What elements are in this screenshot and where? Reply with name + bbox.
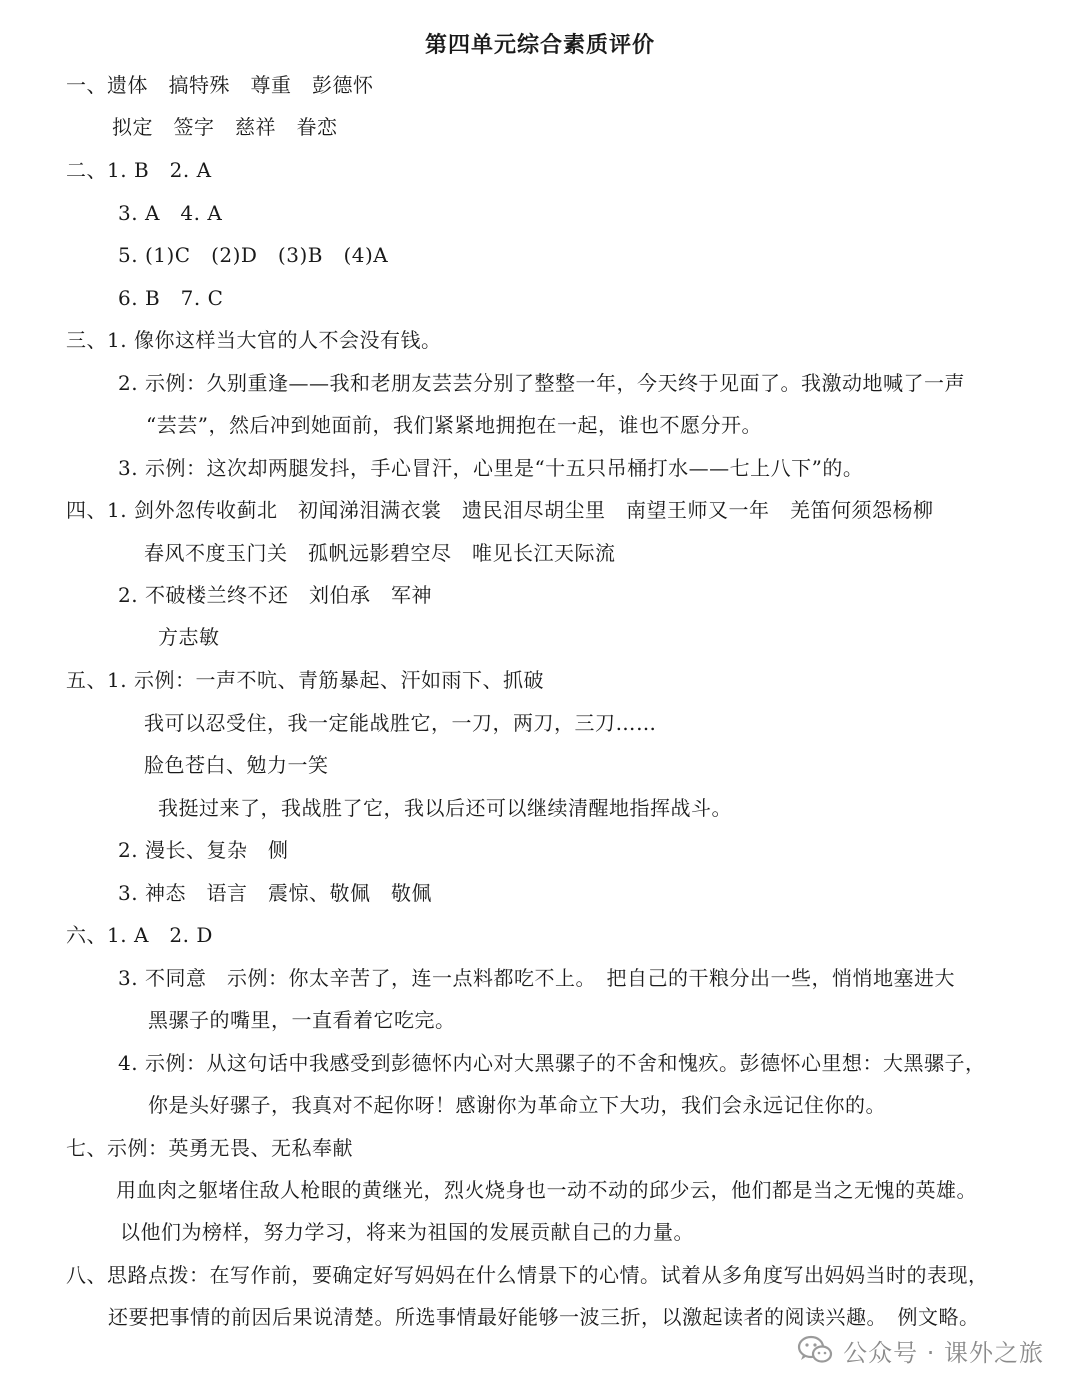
answer-line-24: 4. 示例：从这句话中我感受到彭德怀内心对大黑骡子的不舍和愧疚。彭德怀心里想：大黑骡子， [118, 1051, 986, 1075]
answer-line-2: 拟定 签字 慈祥 眷恋 [112, 115, 338, 139]
answer-line-7: 三、1. 像你这样当大官的人不会没有钱。 [66, 328, 442, 352]
answer-line-21: 六、1. A 2. D [66, 923, 213, 947]
answer-line-5: 5. (1)C (2)D (3)B (4)A [118, 243, 389, 267]
answer-line-4: 3. A 4. A [118, 201, 223, 225]
answer-line-30: 还要把事情的前因后果说清楚。所选事情最好能够一波三折，以激起读者的阅读兴趣。 例文略。 [108, 1305, 980, 1329]
answer-line-3: 二、1. B 2. A [66, 158, 212, 182]
watermark [797, 1330, 1044, 1370]
answer-line-26: 七、示例：英勇无畏、无私奉献 [66, 1136, 353, 1160]
answer-line-18: 我挺过来了，我战胜了它，我以后还可以继续清醒地指挥战斗。 [158, 796, 732, 820]
answer-line-19: 2. 漫长、复杂 侧 [118, 838, 289, 862]
answer-line-6: 6. B 7. C [118, 286, 224, 310]
answer-line-25: 你是头好骡子，我真对不起你呀！感谢你为革命立下大功，我们会永远记住你的。 [148, 1093, 886, 1117]
answer-line-17: 脸色苍白、勉力一笑 [144, 753, 329, 777]
answer-line-29: 八、思路点拨：在写作前，要确定好写妈妈在什么情景下的心情。试着从多角度写出妈妈当时的表现， [66, 1263, 989, 1287]
answer-line-12: 春风不度玉门关 孤帆远影碧空尽 唯见长江天际流 [144, 541, 616, 565]
page-title: 第四单元综合素质评价 [424, 33, 655, 58]
answer-line-9: “芸芸”，然后冲到她面前，我们紧紧地拥抱在一起，谁也不愿分开。 [146, 413, 762, 437]
answer-line-23: 黑骡子的嘴里，一直看着它吃完。 [148, 1008, 456, 1032]
answer-line-8: 2. 示例：久别重逢——我和老朋友芸芸分别了整整一年，今天终于见面了。我激动地喊了一声 [118, 371, 965, 395]
answer-line-27: 用血肉之躯堵住敌人枪眼的黄继光，烈火烧身也一动不动的邱少云，他们都是当之无愧的英雄。 [116, 1178, 977, 1202]
answer-line-20: 3. 神态 语言 震惊、敬佩 敬佩 [118, 881, 432, 905]
wechat-icon [797, 1334, 833, 1366]
answer-line-28: 以他们为榜样，努力学习，将来为祖国的发展贡献自己的力量。 [120, 1220, 694, 1244]
watermark-text: 公众号 · 课外之旅 [843, 1338, 1044, 1367]
answer-line-14: 方志敏 [158, 625, 220, 649]
answer-line-10: 3. 示例：这次却两腿发抖，手心冒汗，心里是“十五只吊桶打水——七上八下”的。 [118, 456, 864, 480]
answer-line-13: 2. 不破楼兰终不还 刘伯承 军神 [118, 583, 432, 607]
answer-line-15: 五、1. 示例：一声不吭、青筋暴起、汗如雨下、抓破 [66, 668, 544, 692]
answer-line-16: 我可以忍受住，我一定能战胜它，一刀，两刀，三刀…… [144, 711, 657, 735]
answer-line-1: 一、遗体 搞特殊 尊重 彭德怀 [66, 73, 374, 97]
answer-line-11: 四、1. 剑外忽传收蓟北 初闻涕泪满衣裳 遗民泪尽胡尘里 南望王师又一年 羌笛何须怨杨柳 [66, 498, 934, 522]
answer-line-22: 3. 不同意 示例：你太辛苦了，连一点料都吃不上。 把自己的干粮分出一些，悄悄地塞进大 [118, 966, 955, 990]
